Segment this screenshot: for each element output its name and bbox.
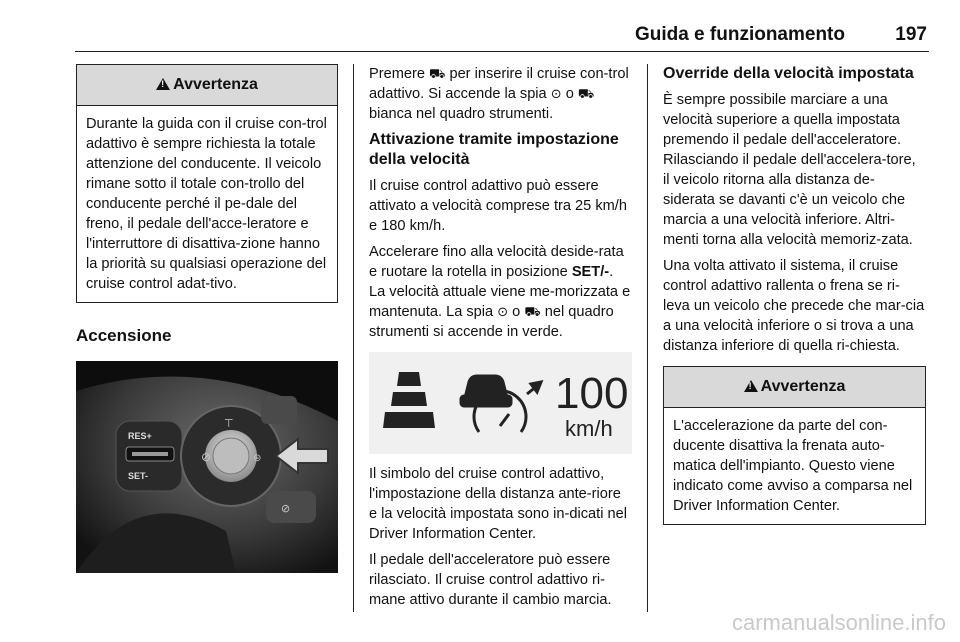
- column-right: [663, 64, 926, 525]
- set-speed-value: 100: [555, 369, 629, 418]
- paragraph: È sempre possibile marciare a una velocità superiore a quella impostata premendo il pedale dell'acceleratore. Rilasciando il pedale dell'accelera-tore, il veicolo ritorna alla distanza de-siderata se davanti c'è un veicolo che marcia a una velocità inferiore. Altri-menti torna alla velocità memoriz-zata.: [663, 92, 916, 248]
- section-title: Accensione: [76, 326, 172, 345]
- cruise-lamp-icon: ⊙: [497, 304, 509, 319]
- warning-box: [76, 64, 338, 303]
- warning-triangle-icon: [744, 380, 758, 392]
- driver-info-display: [369, 352, 632, 454]
- paragraph: Il simbolo del cruise control adattivo, l'impostazione della distanza ante-riore e la velocità impostata sono in-dicati nel Driver Information Center.: [369, 466, 627, 542]
- page-header: [75, 24, 929, 50]
- vehicle-speedometer-icon: [461, 376, 541, 432]
- paragraph: Una volta attivato il sistema, il cruise control adattivo rallenta o frena se ri-leva un veicolo che precede che mar-cia a una velocità inferiore o si trova a una distanza inferiore di quella ri-chiesta.: [663, 258, 925, 354]
- set-label-bold: SET/-: [571, 264, 610, 280]
- column-divider: [647, 64, 648, 612]
- svg-text:⊘: ⊘: [281, 502, 291, 515]
- adaptive-cruise-lamp-icon: ⛟: [577, 86, 595, 101]
- column-middle: [369, 64, 632, 616]
- speed-unit: km/h: [565, 416, 613, 441]
- set-label: SET-: [128, 471, 149, 481]
- warning-text: Durante la guida con il cruise con-trol adattivo è sempre richiesta la totale attenzione del conducente. Il veicolo rimane sotto il totale con-trollo del conducente perché il pe-dale del freno, il pedale dell'acce-leratore e l'interruttore di disattiva-zione hanno la priorità su qualsiasi operazione del cruise control adat-tivo.: [86, 116, 327, 292]
- steering-wheel-controls-photo: [76, 361, 338, 573]
- column-divider: [353, 64, 354, 612]
- warning-box: [663, 366, 926, 525]
- warning-text: L'accelerazione da parte del con-ducente disattiva la frenata auto-matica dell'impianto. Questo viene indicato come avviso a comparsa nel Driver Information Center.: [673, 418, 913, 514]
- steering-wheel-controls-illustration: [76, 361, 338, 573]
- adaptive-cruise-icon: ⛟: [429, 66, 446, 81]
- subsection-heading: Override della velocità impostata: [663, 65, 914, 82]
- svg-text:⊘: ⊘: [201, 450, 212, 464]
- watermark: carmanualsonline.info: [731, 610, 946, 635]
- warning-triangle-icon: [156, 78, 170, 90]
- page-number: 197: [895, 24, 927, 45]
- header-title: Guida e funzionamento: [634, 24, 845, 45]
- warning-title: Avvertenza: [173, 76, 258, 93]
- paragraph: Il pedale dell'acceleratore può essere rilasciato. Il cruise control adattivo ri-mane attivo durante il cambio marcia.: [369, 552, 612, 608]
- paragraph: Il cruise control adattivo può essere attivato a velocità comprese tra 25 km/h e 180 km/h.: [369, 178, 627, 234]
- paragraph: Accelerare fino alla velocità deside-rata e ruotare la rotella in posizione SET/-. La velocità attuale viene me-morizzata e mantenuta. La spia ⊙ o ⛟ nel quadro strumenti si accende in verde.: [369, 244, 631, 340]
- warning-header: [77, 65, 337, 106]
- res-label: RES+: [128, 431, 152, 441]
- warning-title: Avvertenza: [760, 378, 846, 395]
- cruise-lamp-icon: ⊙: [550, 86, 562, 101]
- subsection-heading: Attivazione tramite impostazione della velocità: [369, 131, 619, 168]
- svg-text:⊜: ⊜: [253, 453, 262, 464]
- column-left: [76, 64, 338, 573]
- warning-header: [664, 367, 925, 408]
- display-illustration: [369, 352, 632, 454]
- paragraph: Premere ⛟ per inserire il cruise con-trol adattivo. Si accende la spia ⊙ o ⛟ bianca nel quadro strumenti.: [369, 66, 629, 122]
- header-rule: [75, 51, 929, 52]
- adaptive-cruise-lamp-icon: ⛟: [524, 304, 541, 319]
- distance-bars-icon: [383, 372, 435, 428]
- svg-text:⊤: ⊤: [224, 417, 234, 430]
